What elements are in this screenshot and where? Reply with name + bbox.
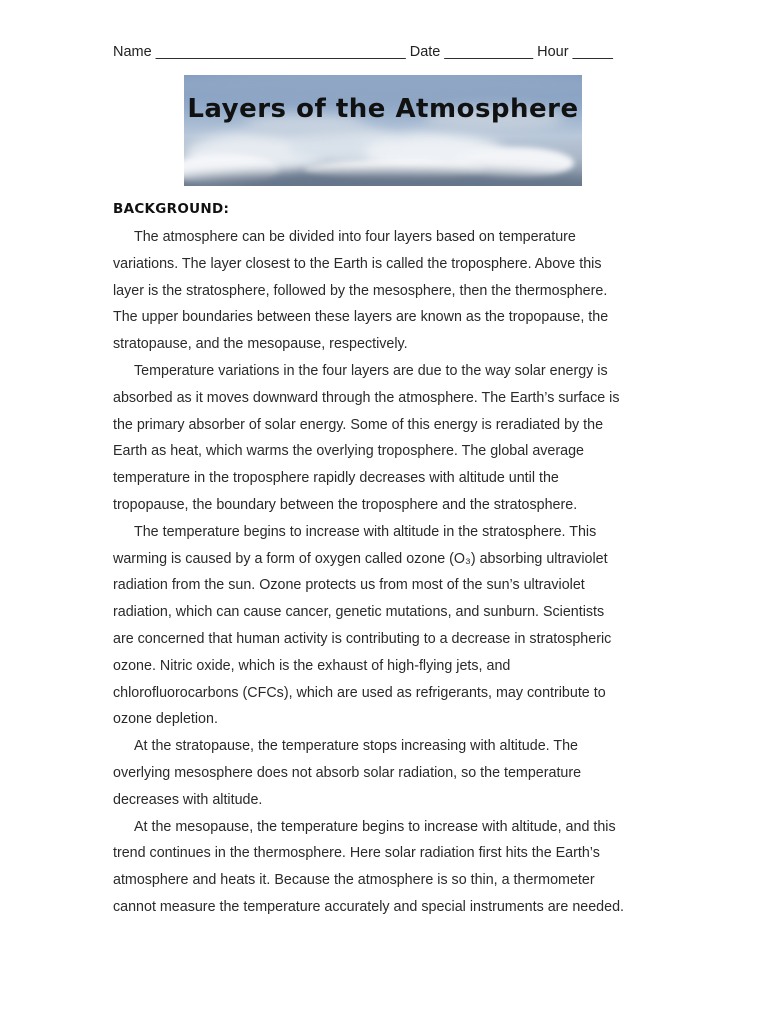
text-line: Earth as heat, which warms the overlying troposphere. The global average [113,443,585,460]
text-line: absorbed as it moves downward through the atmosphere. The Earth’s surface is [113,389,620,406]
text-line: the primary absorber of solar energy. Some of this energy is reradiated by the [113,416,604,433]
text-line: are concerned that human activity is contributing to a decrease in stratospheric [113,630,612,647]
worksheet-title: Layers of the Atmosphere [187,94,579,124]
background-text [113,224,658,921]
text-line: trend continues in the thermosphere. Here solar radiation first hits the Earth’s [113,845,600,862]
text-line: temperature in the troposphere rapidly decreases with altitude until the [113,470,559,487]
text-line: radiation from the sun. Ozone protects us from most of the sun’s ultraviolet [113,577,585,594]
student-info-line: Name _______________________________ Date ___________ Hour _____ [113,44,613,60]
text-line: At the stratopause, the temperature stops increasing with altitude. The [134,738,578,755]
text-line: layer is the stratosphere, followed by the mesosphere, then the thermosphere. [113,282,608,299]
text-line: radiation, which can cause cancer, genetic mutations, and sunburn. Scientists [113,604,605,621]
text-line: ozone depletion. [113,711,218,728]
text-line: The upper boundaries between these layers are known as the tropopause, the [113,309,609,326]
background-heading: BACKGROUND: [113,201,230,217]
text-line: Temperature variations in the four layers are due to the way solar energy is [134,362,608,379]
text-line: warming is caused by a form of oxygen called ozone (O₃) absorbing ultraviolet [113,550,608,567]
text-line: overlying mesosphere does not absorb solar radiation, so the temperature [113,764,582,781]
text-line: variations. The layer closest to the Earth is called the troposphere. Above this [113,255,602,272]
text-line: decreases with altitude. [113,791,263,808]
text-line: ozone. Nitric oxide, which is the exhaust of high-flying jets, and [113,657,511,674]
text-line: tropopause, the boundary between the troposphere and the stratosphere. [113,496,578,513]
cloud-sky-image [184,75,582,186]
text-line: cannot measure the temperature accurately and special instruments are needed. [113,898,625,915]
title-banner [184,75,582,186]
text-line: chlorofluorocarbons (CFCs), which are used as refrigerants, may contribute to [113,684,606,701]
text-line: The atmosphere can be divided into four layers based on temperature [134,229,576,245]
text-line: At the mesopause, the temperature begins to increase with altitude, and this [134,818,616,835]
text-line: stratopause, and the mesopause, respectively. [113,336,408,353]
text-line: The temperature begins to increase with altitude in the stratosphere. This [134,523,597,540]
text-line: atmosphere and heats it. Because the atmosphere is so thin, a thermometer [113,872,595,889]
